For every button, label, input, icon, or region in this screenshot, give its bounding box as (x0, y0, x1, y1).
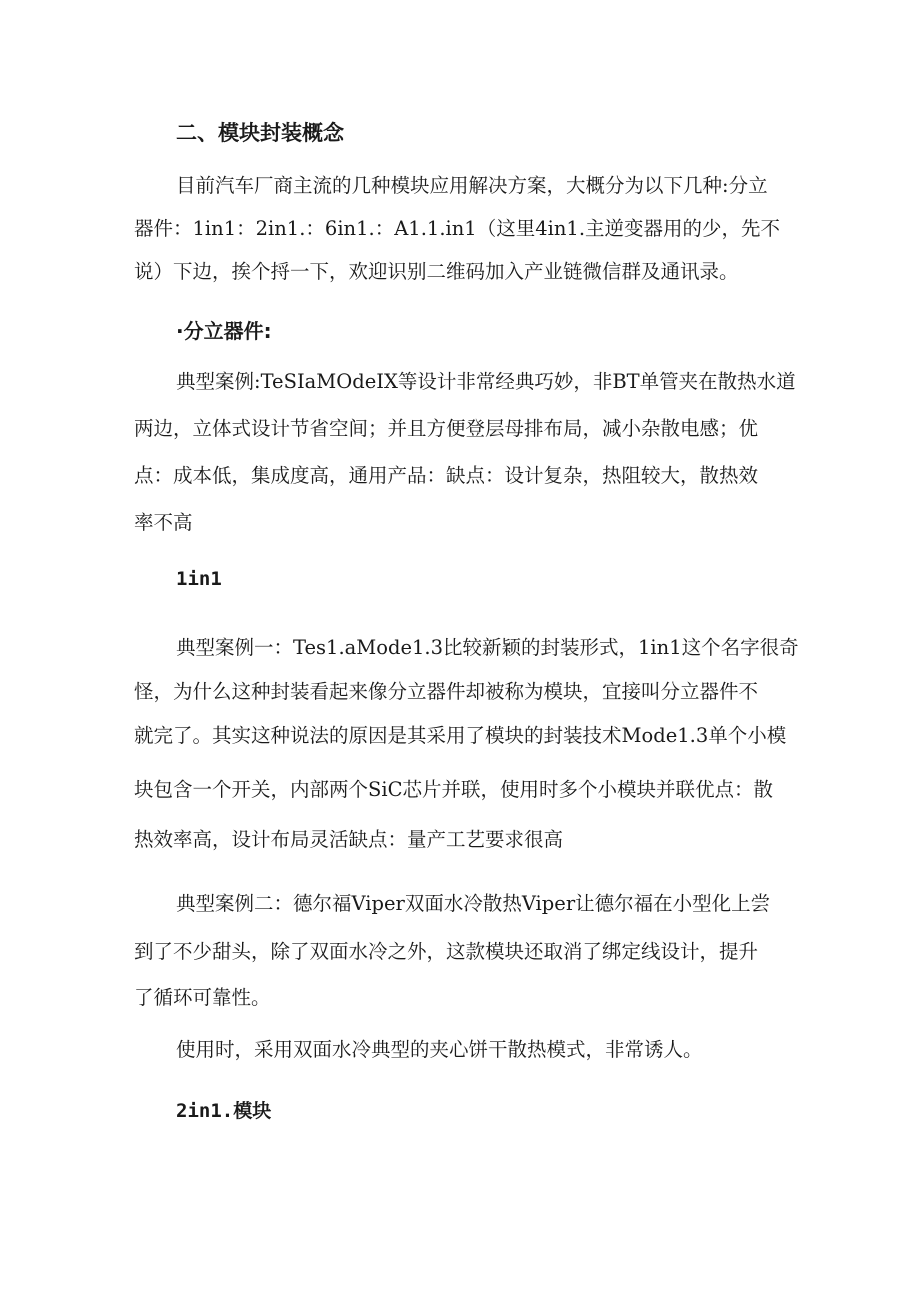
case-two-line: 了循环可靠性。 (134, 986, 271, 1009)
case-two-line: 到了不少甜头，除了双面水冷之外，这款模块还取消了绑定线设计，提升 (134, 940, 759, 963)
discrete-case-line: 典型案例:TeSIaMOdeIX等设计非常经典巧妙，非BT单管夹在散热水道 (176, 370, 796, 393)
case-one-line: 就完了。其实这种说法的原因是其采用了模块的封装技术Mode1.3单个小模 (134, 724, 787, 747)
discrete-case-line: 率不高 (134, 511, 193, 534)
subheading-1in1: 1in1 (176, 568, 222, 590)
discrete-case-line: 两边，立体式设计节省空间；并且方便登层母排布局，减小杂散电感；优 (134, 417, 759, 440)
case-one-line: 块包含一个开关，内部两个SiC芯片并联，使用时多个小模块并联优点：散 (134, 778, 774, 801)
usage-line: 使用时，采用双面水冷典型的夹心饼干散热模式，非常诱人。 (176, 1038, 703, 1061)
case-one-line: 热效率高，设计布局灵活缺点：量产工艺要求很高 (134, 828, 564, 851)
intro-line: 目前汽车厂商主流的几种模块应用解决方案，大概分为以下几种:分立 (176, 174, 768, 197)
case-two-line: 典型案例二：德尔福Viper双面水冷散热Viper让德尔福在小型化上尝 (176, 892, 771, 915)
intro-line: 说）下边，挨个捋一下，欢迎识别二维码加入产业链微信群及通讯录。 (134, 260, 739, 283)
section-title: 二、模块封装概念 (176, 121, 344, 145)
subheading-2in1: 2in1.模块 (176, 1100, 272, 1122)
intro-line: 器件：1in1：2in1.：6in1.：A1.1.in1（这里4in1.主逆变器用的少，先不 (134, 217, 781, 240)
case-one-line: 怪，为什么这种封装看起来像分立器件却被称为模块，宜接叫分立器件不 (134, 680, 759, 703)
discrete-heading: ·分立器件: (176, 319, 272, 343)
discrete-case-line: 点：成本低，集成度高，通用产品：缺点：设计复杂，热阻较大，散热效 (134, 464, 759, 487)
case-one-line: 典型案例一：Tes1.aMode1.3比较新颖的封装形式，1in1这个名字很奇 (176, 636, 799, 659)
